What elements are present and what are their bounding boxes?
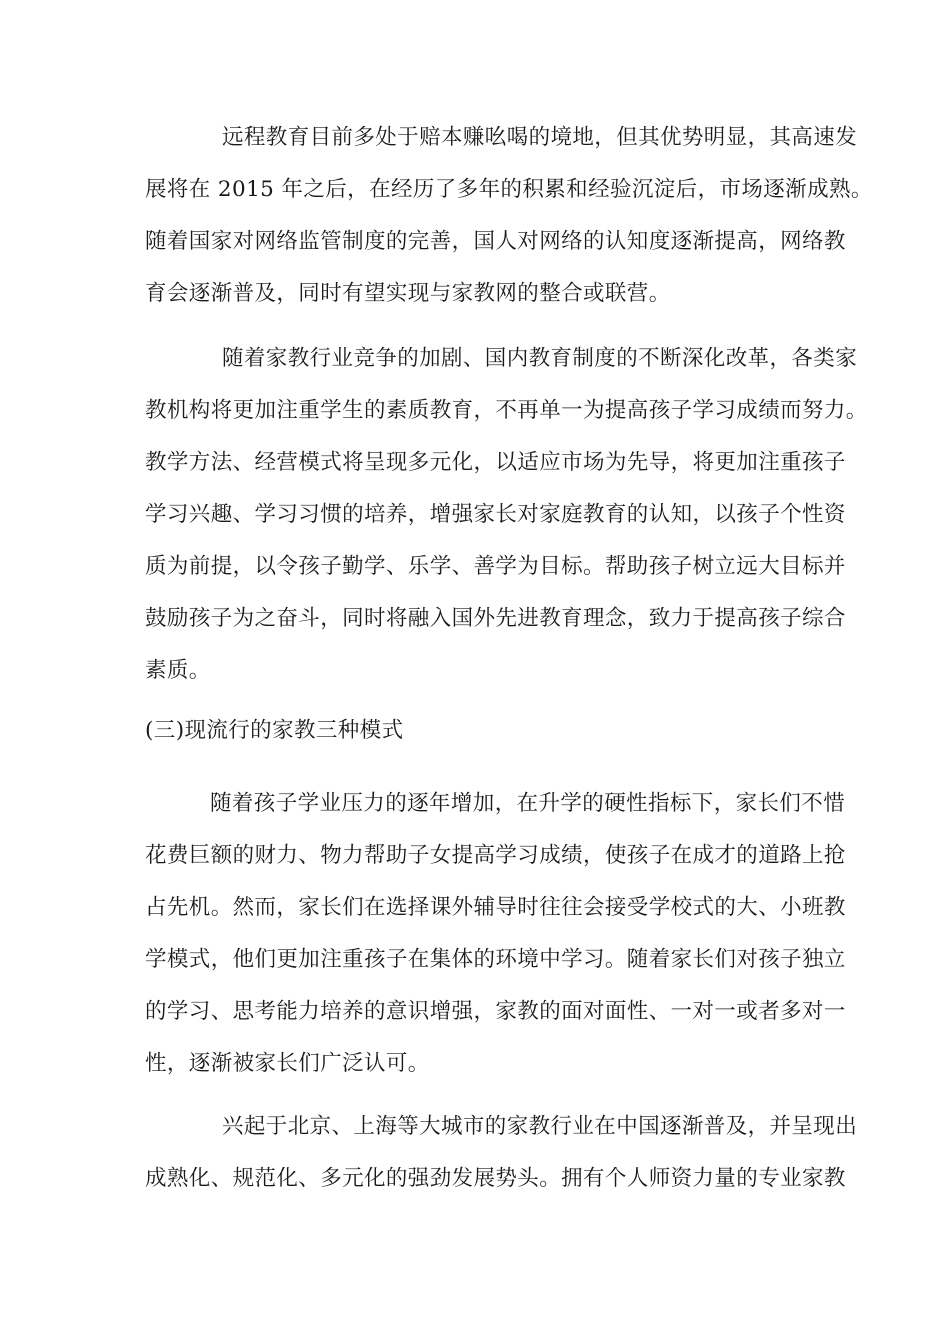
paragraph-2-line-1: 随着家教行业竞争的加剧、国内教育制度的不断深化改革，各类家 — [222, 346, 858, 371]
paragraph-1-line-3: 随着国家对网络监管制度的完善，国人对网络的认知度逐渐提高，网络教 — [145, 229, 846, 254]
paragraph-4-line-2: 成熟化、规范化、多元化的强劲发展势头。拥有个人师资力量的专业家教 — [145, 1166, 846, 1191]
section-heading: (三)现流行的家教三种模式 — [145, 718, 404, 743]
paragraph-2-line-7: 素质。 — [145, 658, 211, 683]
paragraph-4-line-1: 兴起于北京、上海等大城市的家教行业在中国逐渐普及，并呈现出 — [222, 1114, 858, 1139]
paragraph-2-line-2: 教机构将更加注重学生的素质教育，不再单一为提高孩子学习成绩而努力。 — [145, 398, 868, 423]
paragraph-2-line-4: 学习兴趣、学习习惯的培养，增强家长对家庭教育的认知，以孩子个性资 — [145, 502, 846, 527]
paragraph-3-line-6: 性，逐渐被家长们广泛认可。 — [145, 1051, 430, 1076]
paragraph-3-line-2: 花费巨额的财力、物力帮助子女提高学习成绩，使孩子在成才的道路上抢 — [145, 843, 846, 868]
paragraph-2-line-5: 质为前提，以令孩子勤学、乐学、善学为目标。帮助孩子树立远大目标并 — [145, 554, 846, 579]
paragraph-3-line-4: 学模式，他们更加注重孩子在集体的环境中学习。随着家长们对孩子独立 — [145, 947, 846, 972]
paragraph-2-line-6: 鼓励孩子为之奋斗，同时将融入国外先进教育理念，致力于提高孩子综合 — [145, 606, 846, 631]
paragraph-1-line-4: 育会逐渐普及，同时有望实现与家教网的整合或联营。 — [145, 281, 671, 306]
paragraph-3-line-3: 占先机。然而，家长们在选择课外辅导时往往会接受学校式的大、小班教 — [145, 895, 846, 920]
paragraph-3-line-5: 的学习、思考能力培养的意识增强，家教的面对面性、一对一或者多对一 — [145, 999, 846, 1024]
paragraph-1-line-2: 展将在 2015 年之后，在经历了多年的积累和经验沉淀后，市场逐渐成熟。 — [145, 177, 873, 202]
paragraph-1-line-1: 远程教育目前多处于赔本赚吆喝的境地，但其优势明显，其高速发 — [222, 125, 858, 150]
paragraph-2-line-3: 教学方法、经营模式将呈现多元化，以适应市场为先导，将更加注重孩子 — [145, 450, 846, 475]
paragraph-3-line-1: 随着孩子学业压力的逐年增加，在升学的硬性指标下，家长们不惜 — [210, 791, 846, 816]
